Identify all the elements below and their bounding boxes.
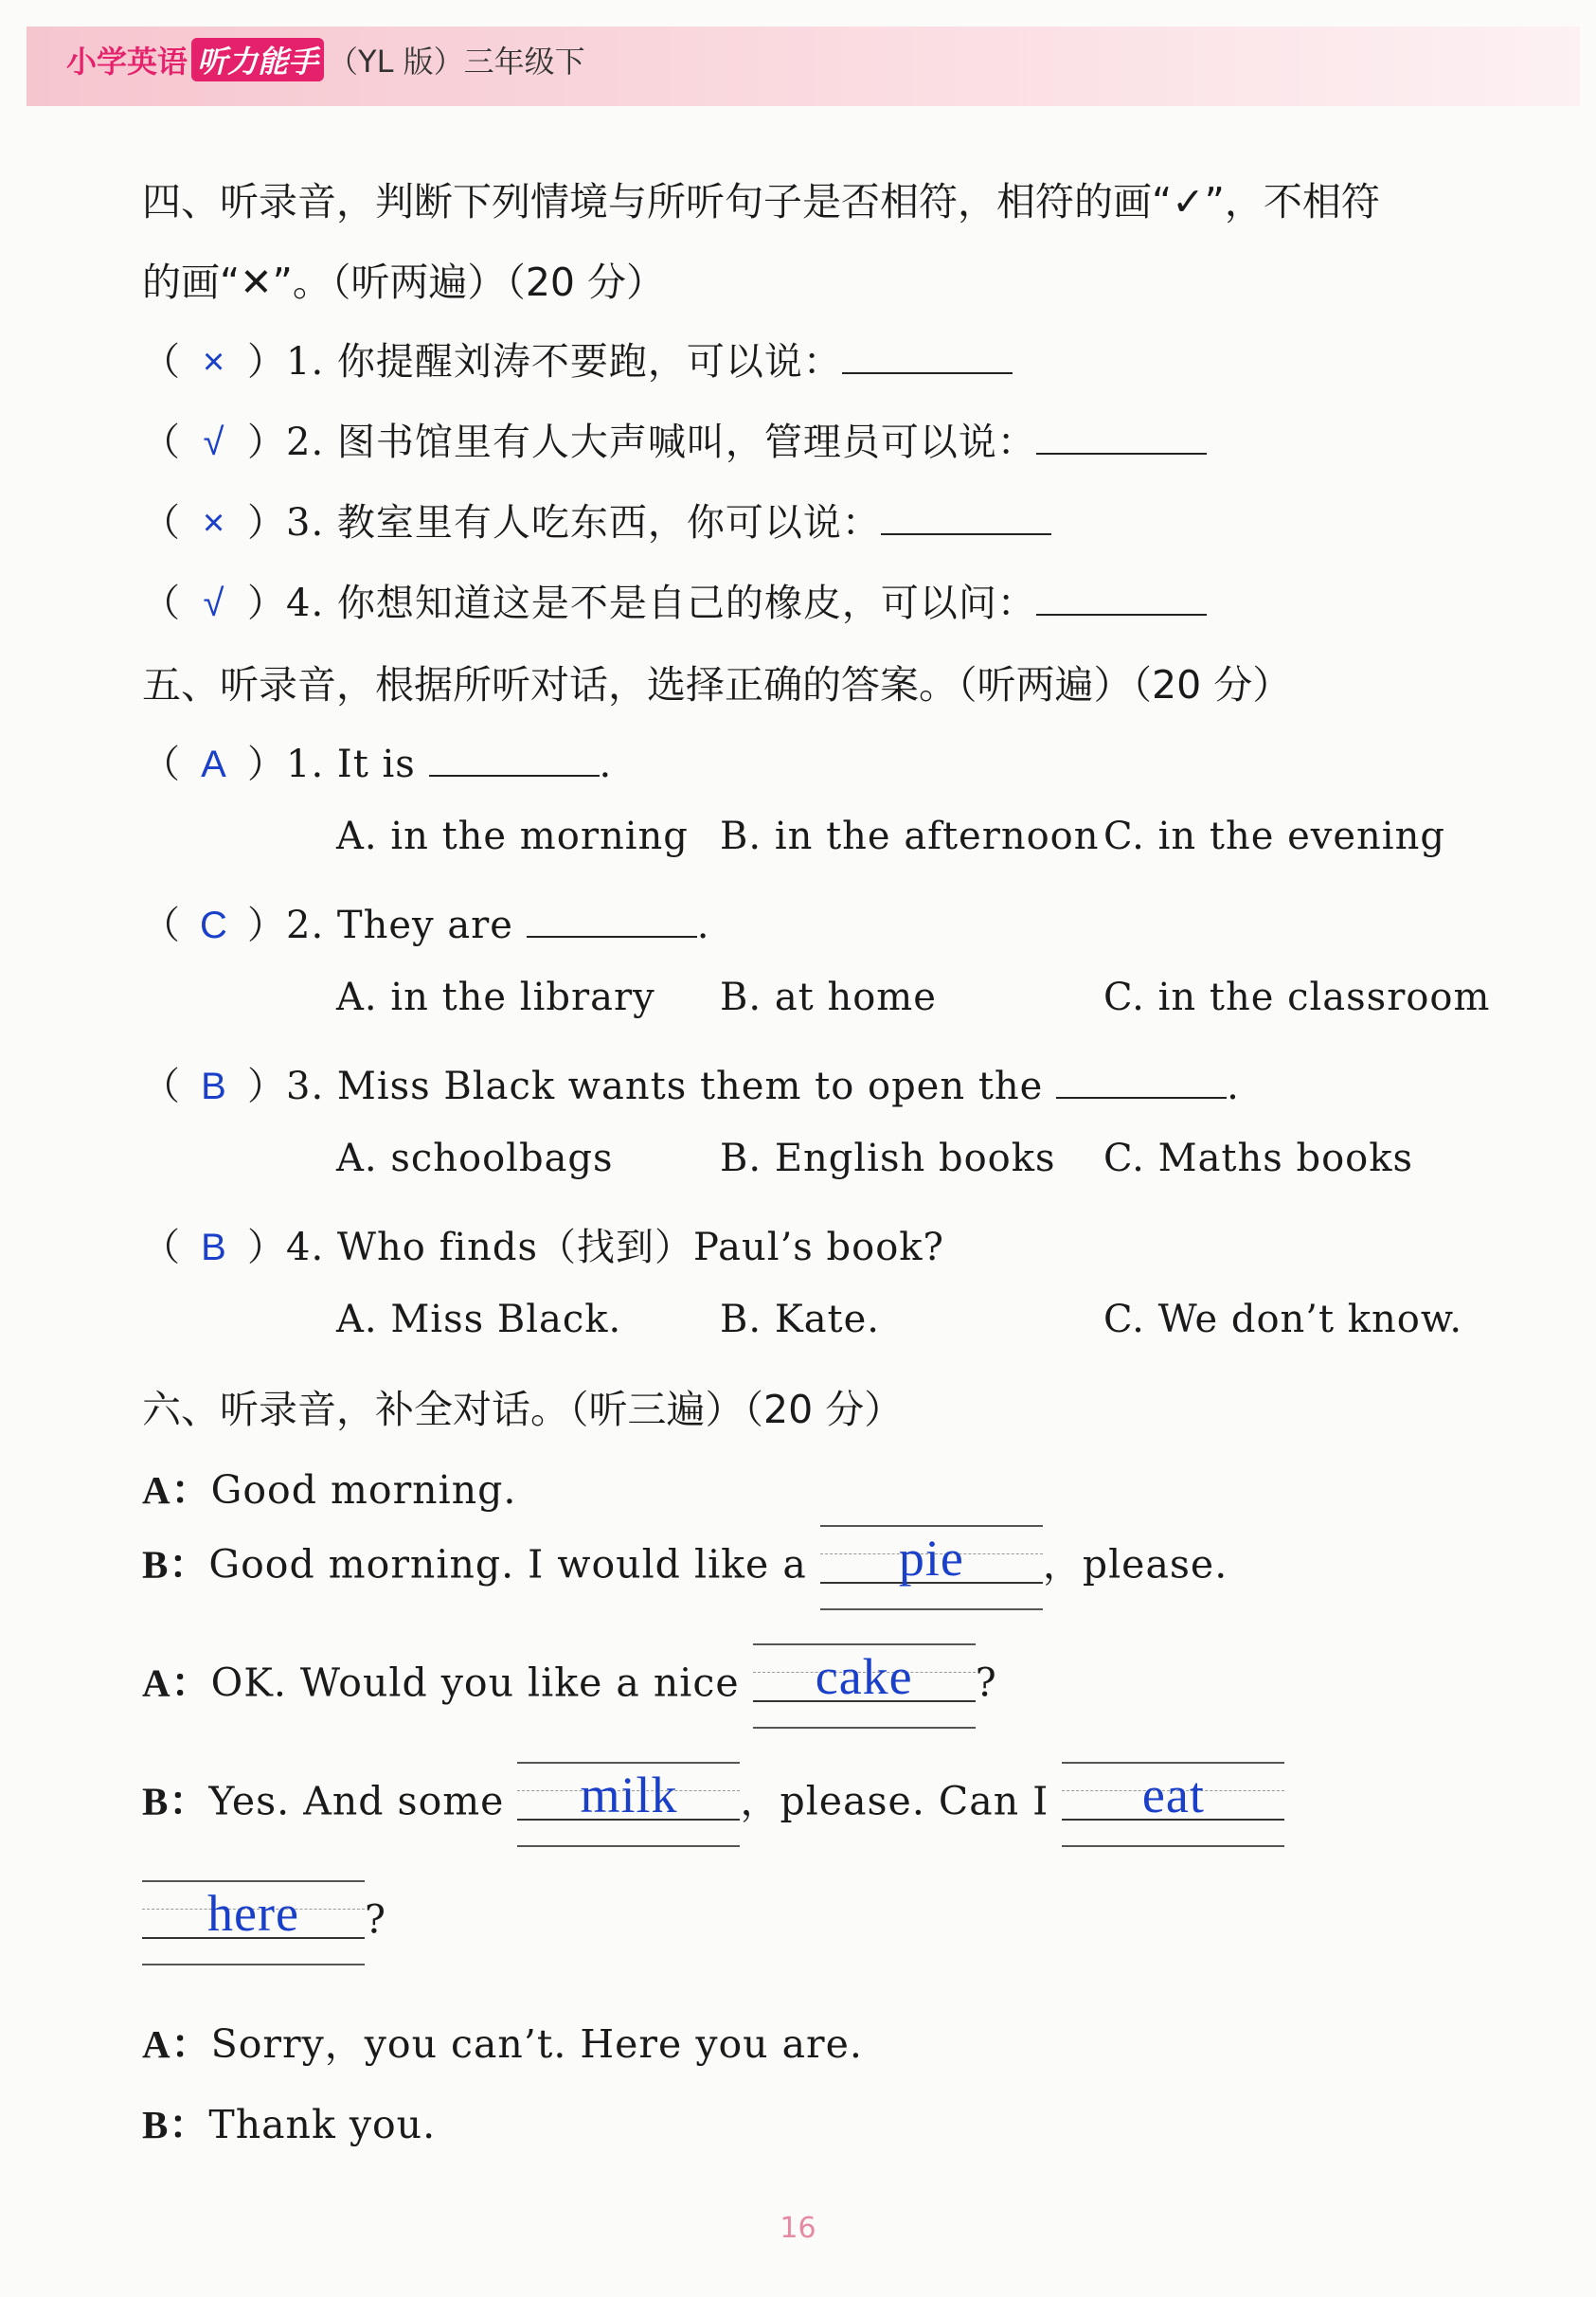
answer-letter: B bbox=[201, 1227, 227, 1268]
dialog-text: OK. Would you like a nice bbox=[210, 1660, 740, 1706]
answer-blank[interactable] bbox=[881, 507, 1051, 535]
speaker-label: A： bbox=[142, 1660, 211, 1705]
option-a: A. in the morning bbox=[336, 815, 689, 858]
option-b: B. at home bbox=[720, 976, 937, 1019]
option-a: A. in the library bbox=[336, 976, 655, 1019]
section5-item-2: （ C ）2. They are . bbox=[142, 904, 710, 947]
section4-heading-line1: 四、听录音，判断下列情境与所听句子是否相符，相符的画“✓”，不相符 bbox=[142, 179, 1380, 224]
dialog-line-2 bbox=[142, 1525, 1228, 1610]
dialog-line-6 bbox=[142, 2013, 863, 2069]
item-stem: Who finds（找到）Paul’s book? bbox=[336, 1226, 944, 1269]
answer-blank[interactable] bbox=[429, 748, 600, 777]
speaker-label: A： bbox=[142, 2022, 211, 2066]
speaker-label: B： bbox=[142, 2103, 209, 2146]
page-number: 16 bbox=[780, 2212, 816, 2245]
item-number: 4. bbox=[286, 582, 325, 625]
item-stem: Miss Black wants them to open the bbox=[336, 1065, 1044, 1108]
item-stem: It is bbox=[336, 743, 416, 786]
writing-box[interactable] bbox=[517, 1762, 740, 1847]
option-b: B. Kate. bbox=[720, 1298, 881, 1341]
writing-box[interactable] bbox=[142, 1880, 365, 1965]
dialog-text: ? bbox=[365, 1896, 386, 1943]
item-number: 2. bbox=[286, 904, 325, 947]
item-text: 图书馆里有人大声喊叫，管理员可以说： bbox=[336, 421, 1036, 464]
writing-box[interactable] bbox=[753, 1643, 976, 1729]
item-number: 3. bbox=[286, 501, 325, 545]
speaker-label: B： bbox=[142, 1542, 209, 1587]
filled-word: cake bbox=[815, 1648, 913, 1705]
dialog-line-1 bbox=[142, 1459, 516, 1515]
answer-mark: √ bbox=[203, 583, 225, 624]
answer-blank[interactable] bbox=[1056, 1070, 1227, 1099]
option-c: C. in the classroom bbox=[1103, 976, 1491, 1019]
item-text: 你想知道这是不是自己的橡皮，可以问： bbox=[336, 582, 1036, 625]
section4-item-2: （ √ ）2. 图书馆里有人大声喊叫，管理员可以说： bbox=[142, 412, 1207, 466]
header-prefix: 小学英语 bbox=[66, 44, 188, 80]
answer-mark: × bbox=[202, 502, 226, 544]
section4-item-3: （ × ）3. 教室里有人吃东西，你可以说： bbox=[142, 493, 1051, 547]
answer-letter: B bbox=[201, 1066, 227, 1107]
dialog-text: Yes. And some bbox=[208, 1778, 505, 1824]
option-c: C. Maths books bbox=[1103, 1137, 1414, 1180]
answer-blank[interactable] bbox=[842, 346, 1013, 374]
dialog-line-4 bbox=[142, 1762, 1284, 1847]
header-suffix: （YL 版）三年级下 bbox=[328, 44, 585, 80]
option-a: A. schoolbags bbox=[336, 1137, 614, 1180]
filled-word: milk bbox=[580, 1767, 678, 1823]
item-number: 4. bbox=[286, 1226, 325, 1269]
section5-item-3: （ B ）3. Miss Black wants them to open the . bbox=[142, 1065, 1240, 1108]
section6-heading: 六、听录音，补全对话。（听三遍）（20 分） bbox=[142, 1387, 904, 1432]
speaker-label: A： bbox=[142, 1468, 211, 1512]
writing-box[interactable] bbox=[1062, 1762, 1284, 1847]
answer-blank[interactable] bbox=[1036, 587, 1207, 616]
dialog-line-3 bbox=[142, 1643, 997, 1729]
answer-mark: √ bbox=[203, 422, 225, 463]
dialog-text: ? bbox=[975, 1660, 997, 1706]
answer-letter: C bbox=[200, 905, 228, 946]
item-number: 1. bbox=[286, 743, 325, 786]
option-c: C. We don’t know. bbox=[1103, 1298, 1463, 1341]
dialog-text: ，please. bbox=[1042, 1541, 1228, 1588]
answer-blank[interactable] bbox=[527, 909, 697, 938]
dialog-text: Sorry，you can’t. Here you are. bbox=[210, 2021, 863, 2067]
item-text: 教室里有人吃东西，你可以说： bbox=[336, 501, 881, 545]
dialog-line-5 bbox=[142, 1880, 386, 1965]
item-number: 3. bbox=[286, 1065, 325, 1108]
item-text: 你提醒刘涛不要跑，可以说： bbox=[336, 340, 842, 384]
option-a: A. Miss Black. bbox=[336, 1298, 622, 1341]
option-b: B. in the afternoon bbox=[720, 815, 1100, 858]
filled-word: here bbox=[207, 1885, 299, 1942]
filled-word: pie bbox=[898, 1530, 964, 1587]
dialog-text: Good morning. bbox=[210, 1467, 517, 1513]
dialog-line-7 bbox=[142, 2093, 436, 2149]
item-number: 2. bbox=[286, 421, 325, 464]
dialog-text: Thank you. bbox=[208, 2102, 437, 2147]
option-c: C. in the evening bbox=[1103, 815, 1445, 858]
dialog-text: ，please. Can I bbox=[740, 1778, 1049, 1824]
header-brand: 听力能手 bbox=[191, 38, 324, 81]
answer-mark: × bbox=[202, 341, 226, 383]
section5-item-4: （ B ）4. Who finds（找到）Paul’s book? bbox=[142, 1226, 944, 1269]
answer-letter: A bbox=[201, 744, 227, 785]
item-stem: They are bbox=[336, 904, 513, 947]
item-number: 1. bbox=[286, 340, 325, 384]
section4-heading-line2: 的画“✕”。（听两遍）（20 分） bbox=[142, 260, 666, 305]
section4-item-4: （ √ ）4. 你想知道这是不是自己的橡皮，可以问： bbox=[142, 573, 1207, 627]
dialog-text: Good morning. I would like a bbox=[208, 1541, 807, 1588]
answer-blank[interactable] bbox=[1036, 426, 1207, 455]
section4-item-1: （ × ）1. 你提醒刘涛不要跑，可以说： bbox=[142, 332, 1013, 386]
writing-box[interactable] bbox=[820, 1525, 1043, 1610]
filled-word: eat bbox=[1141, 1767, 1205, 1823]
section5-heading: 五、听录音，根据所听对话，选择正确的答案。（听两遍）（20 分） bbox=[142, 662, 1292, 708]
option-b: B. English books bbox=[720, 1137, 1056, 1180]
speaker-label: B： bbox=[142, 1779, 209, 1823]
header-title bbox=[66, 38, 585, 81]
section5-item-1: （ A ）1. It is . bbox=[142, 743, 613, 786]
